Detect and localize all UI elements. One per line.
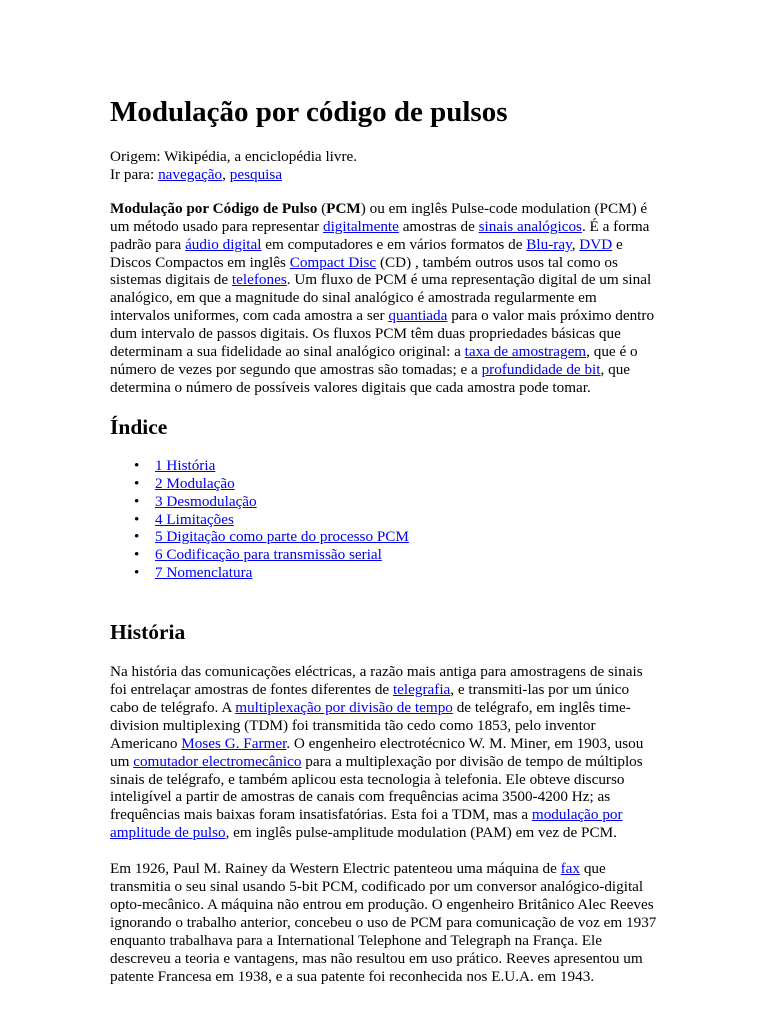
bullet-icon: • (134, 510, 140, 528)
toc-item (134, 546, 658, 564)
link-digitalmente[interactable]: digitalmente (322, 217, 399, 235)
intro-text: , (571, 235, 580, 253)
toc-item (134, 511, 658, 529)
link-modulacao-amplitude-pulso[interactable]: modulação por amplitude de pulso (110, 806, 623, 842)
intro-text: , que determina o número de possíveis valores digitais que cada amostra pode tomar. (110, 360, 631, 396)
toc-link-limitacoes[interactable]: 4 Limitações (155, 510, 234, 528)
intro-text: e Discos Compactos em inglês (110, 235, 623, 271)
link-moses-farmer[interactable]: Moses G. Farmer (181, 734, 287, 752)
link-multiplexacao-tempo[interactable]: multiplexação por divisão de tempo (235, 698, 453, 716)
term-bold: Modulação por Código de Pulso (110, 199, 318, 217)
abbr-bold: PCM (326, 199, 361, 217)
paragraph-text: , e transmiti-las por um único cabo de telégrafo. A (110, 681, 630, 716)
jump-separator: , (222, 165, 230, 183)
link-taxa-de-amostragem[interactable]: taxa de amostragem (464, 343, 587, 361)
toc-item (134, 475, 658, 493)
toc-item (134, 457, 658, 475)
intro-text: ( (317, 199, 327, 217)
navigation-link[interactable]: navegação (158, 165, 223, 183)
bullet-icon: • (134, 564, 140, 582)
search-link[interactable]: pesquisa (229, 165, 283, 183)
bullet-icon: • (134, 528, 140, 546)
intro-text: amostras de (398, 217, 479, 235)
intro-text: . É a forma padrão para (110, 217, 650, 253)
paragraph-text: que transmitia o seu sinal usando 5-bit PCM, codificado por um conversor analógico-digital opto-mecânico. A máquina não entrou em produção. O engenheiro Britânico Alec Reeves ignorando o trabalho anterior, concebeu o uso de PCM para comunicação de voz em 1937 enquanto trabalhava para a International Telephone and Telegraph na França. Ele descreveu a teoria e vantagens, mas não resultou em uso prático. Reeves apresentou um patente Francesa em 1938, e a sua patente foi reconhecida nos E.U.A. em 1943. (110, 860, 657, 985)
bullet-icon: • (134, 474, 140, 492)
toc-link-modulacao[interactable]: 2 Modulação (155, 474, 235, 492)
section-heading-historia: História (110, 620, 186, 645)
toc-link-historia[interactable]: 1 História (155, 456, 216, 474)
link-blu-ray[interactable]: Blu-ray (526, 235, 572, 253)
link-comutador-electromecanico[interactable]: comutador electromecânico (133, 752, 302, 770)
link-telegrafia[interactable]: telegrafia (392, 681, 451, 699)
intro-text: para o valor mais próximo dentro dum intervalo de passos digitais. Os fluxos PCM têm duas propriedades básicas que determinam a sua fidelidade ao sinal analógico original: a (110, 307, 655, 361)
page-title: Modulação por código de pulsos (110, 96, 508, 128)
toc-link-nomenclatura[interactable]: 7 Nomenclatura (155, 564, 253, 582)
source-line: Origem: Wikipédia, a enciclopédia livre. (110, 148, 358, 165)
link-sinais-analogicos[interactable]: sinais analógicos (478, 217, 582, 235)
paragraph-text: . O engenheiro electrotécnico W. M. Miner, em 1903, usou um (110, 734, 644, 770)
toc-item (134, 528, 658, 546)
link-profundidade-de-bit[interactable]: profundidade de bit (481, 360, 601, 378)
historia-paragraph-1 (110, 663, 658, 842)
bullet-icon: • (134, 456, 140, 474)
paragraph-text: Na história das comunicações eléctricas, a razão mais antiga para amostragens de sinais foi entrelaçar amostras de fontes diferentes de (110, 663, 643, 699)
table-of-contents (110, 457, 658, 582)
link-telefones[interactable]: telefones (231, 271, 287, 289)
link-compact-disc[interactable]: Compact Disc (289, 253, 377, 271)
intro-text: , que é o número de vezes por segundo que amostras são tomadas; e a (110, 343, 638, 378)
jump-prefix: Ir para: (110, 165, 159, 183)
paragraph-text: de telégrafo, em inglês time-division multiplexing (TDM) foi transmitida tão cedo como 1853, pelo inventor Americano (110, 698, 631, 752)
link-dvd[interactable]: DVD (579, 235, 613, 253)
toc-item (134, 493, 658, 511)
bullet-icon: • (134, 492, 140, 510)
toc-link-digitacao[interactable]: 5 Digitação como parte do processo PCM (155, 528, 409, 546)
intro-text: . Um fluxo de PCM é uma representação digital de um sinal analógico, em que a magnitude do sinal analógico é amostrada regularmente em intervalos uniformes, com cada amostra a ser (110, 271, 652, 325)
paragraph-text: , em inglês pulse-amplitude modulation (PAM) em vez de PCM. (225, 824, 617, 842)
paragraph-text: Em 1926, Paul M. Rainey da Western Electric patenteou uma máquina de (110, 860, 561, 878)
jump-to-line (110, 166, 658, 184)
intro-text: em computadores e em vários formatos de (261, 235, 527, 253)
toc-link-desmodulacao[interactable]: 3 Desmodulação (155, 492, 257, 510)
link-audio-digital[interactable]: áudio digital (185, 235, 262, 253)
intro-paragraph (110, 200, 658, 397)
link-quantiada[interactable]: quantiada (388, 307, 448, 325)
link-fax[interactable]: fax (560, 860, 581, 878)
toc-link-codificacao[interactable]: 6 Codificação para transmissão serial (155, 546, 382, 564)
toc-heading: Índice (110, 414, 168, 439)
article-origin (110, 148, 658, 184)
intro-text: ) ou em inglês Pulse-code modulation (PCM) é um método usado para representar (110, 199, 648, 235)
paragraph-text: para a multiplexação por divisão de tempo de múltiplos sinais de telégrafo, e também aplicou esta tecnologia à telefonia. Ele obteve discurso inteligível a partir de amostras de canais com frequências acima 3500-4200 Hz; as frequências mais baixas foram insatisfatórias. Esta foi a TDM, mas a (110, 752, 643, 824)
intro-text: (CD) , também outros usos tal como os sistemas digitais de (110, 253, 618, 289)
historia-paragraph-2 (110, 860, 658, 985)
toc-item (134, 564, 658, 582)
bullet-icon: • (134, 546, 140, 564)
